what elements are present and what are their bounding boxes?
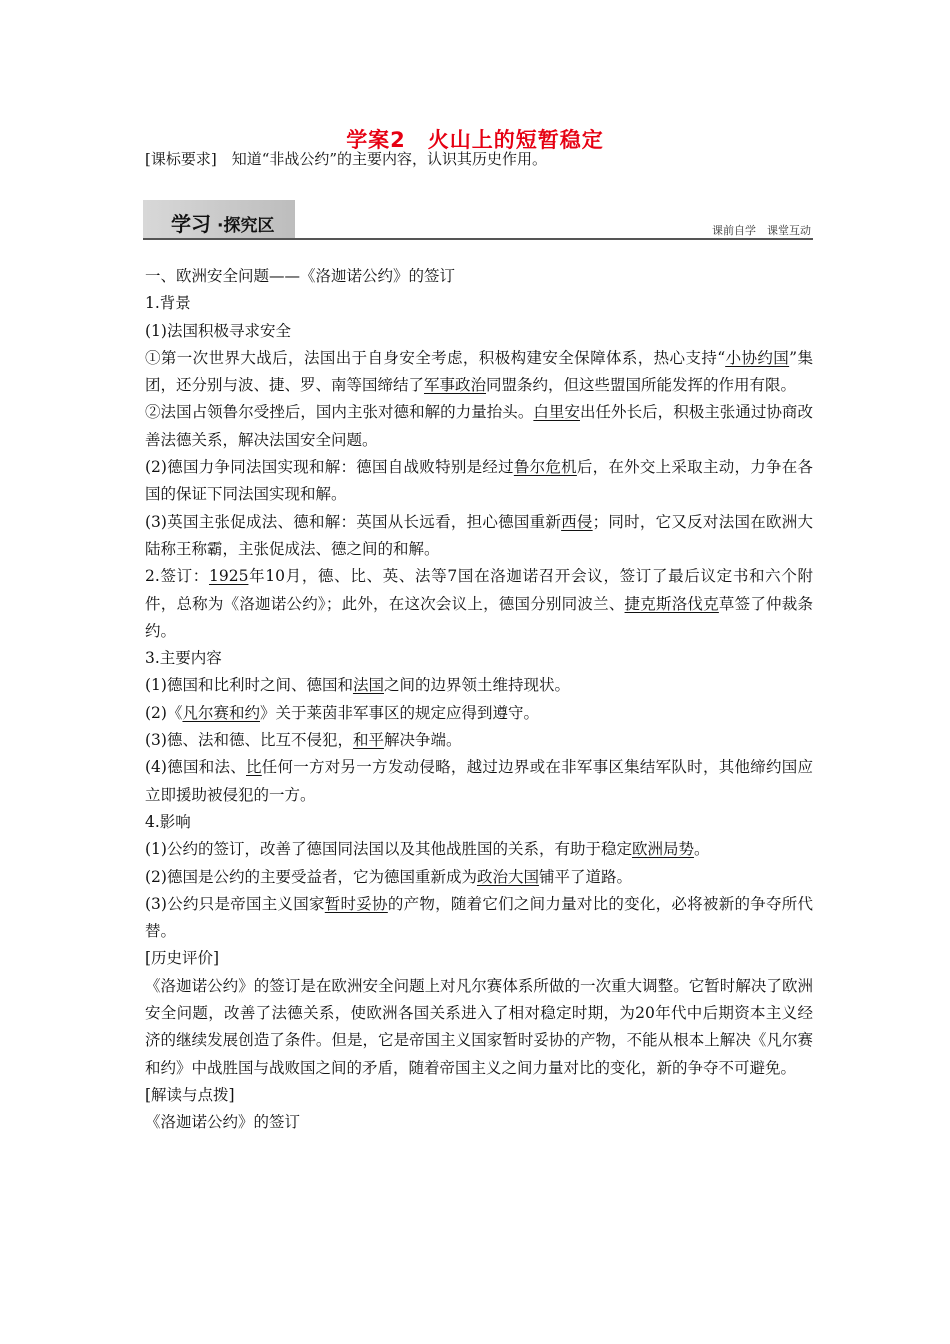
impact-heading: 4.影响 [145, 812, 191, 831]
blank-answer: 鲁尔危机 [513, 458, 577, 477]
blank-answer: 西侵 [561, 512, 593, 531]
text-run: 同盟条约，但这些盟国所能发挥的作用有限。 [486, 376, 797, 395]
content-item-1 [145, 672, 813, 699]
text-run: (3)公约只是帝国主义国家 [145, 894, 325, 913]
impact-item-1 [145, 836, 813, 863]
banner-rule [143, 238, 813, 240]
text-run: (3)英国主张促成法、德和解：英国从长远看，担心德国重新 [145, 512, 562, 531]
impact-item-2 [145, 864, 813, 891]
text-run: (3)德、法和德、比互不侵犯， [145, 731, 353, 750]
france-paragraph-1 [145, 345, 813, 400]
interpretation-heading: [解读与点拨] [145, 1085, 235, 1104]
interpretation-text: 《洛迦诺公约》的签订 [145, 1113, 301, 1132]
content-item-2 [145, 700, 813, 727]
text-run: (2)《 [145, 703, 183, 722]
banner-main-label: 学习 [171, 212, 211, 236]
blank-answer: 军事政治 [424, 376, 487, 395]
blank-answer: 比 [246, 758, 262, 777]
blank-answer: 1925 [208, 567, 249, 586]
text-run: ”集团，还分别与波、捷、罗、南等国缔结了 [145, 348, 813, 395]
text-run: 草签了仲裁条约。 [145, 594, 813, 640]
text-run: (1)德国和比利时之间、德国和 [145, 676, 353, 695]
text-run: (2)德国力争同法国实现和解：德国自战败特别是经过 [145, 458, 514, 477]
text-run: (4)德国和法、 [145, 758, 246, 777]
text-run: 铺平了道路。 [538, 867, 632, 886]
blank-answer: 捷克斯洛伐克 [624, 594, 719, 613]
text-run: 。 [693, 840, 710, 859]
text-run: 2.签订： [145, 567, 209, 586]
background-heading: 1.背景 [145, 294, 191, 313]
section-heading: 一、欧洲安全问题——《洛迦诺公约》的签订 [145, 267, 456, 285]
evaluation-heading: [历史评价] [145, 949, 220, 968]
blank-answer: 凡尔赛和约 [182, 703, 260, 722]
text-run: 任何一方对另一方发动侵略，越过边界或在非军事区集结军队时，其他缔约国应立即援助被侵犯的一方。 [145, 758, 813, 804]
blank-answer: 白里安 [533, 403, 580, 422]
blank-answer: 欧洲局势 [631, 840, 694, 859]
france-heading: (1)法国积极寻求安全 [145, 321, 291, 340]
text-run: 后，在外交上采取主动，力争在各国的保证下同法国实现和解。 [145, 458, 813, 504]
content-heading: 3.主要内容 [145, 649, 222, 668]
blank-answer: 小协约国 [725, 348, 790, 367]
signing-paragraph [145, 563, 813, 645]
text-run: 解决争端。 [383, 731, 462, 750]
text-run: (2)德国是公约的主要受益者，它为德国重新成为 [145, 867, 477, 886]
blank-answer: 法国 [352, 676, 384, 695]
course-requirement: [课标要求] 知道“非战公约”的主要内容，认识其历史作用。 [145, 150, 548, 168]
banner-sub-label: ·探究区 [217, 216, 275, 236]
content-item-4 [145, 754, 813, 809]
banner-tab [143, 200, 295, 240]
text-run: 年10月，德、比、英、法等7国在洛迦诺召开会议，签订了最后议定书和六个附件，总称为《洛迦诺公约》；此外，在这次会议上，德国分别同波兰、 [145, 567, 813, 613]
text-run: 的产物，随着它们之间力量对比的变化，必将被新的争夺所代替。 [145, 894, 813, 941]
content-item-3 [145, 727, 813, 754]
text-run: 出任外长后，积极主张通过协商改善法德关系，解决法国安全问题。 [145, 403, 813, 449]
evaluation-text: 《洛迦诺公约》的签订是在欧洲安全问题上对凡尔赛体系所做的一次重大调整。它暂时解决了欧洲安全问题，改善了法德关系，使欧洲各国关系进入了相对稳定时期，为20年代中后期资本主义经济的继续发展创造了条件。但是，它是帝国主义国家暂时妥协的产物，不能从根本上解决《凡尔赛和约》中战胜国与战败国之间的矛盾，随着帝国主义之间力量对比的变化，新的争夺不可避免。 [145, 976, 813, 1077]
page-title: 学案2 火山上的短暂稳定 [346, 128, 604, 152]
section-banner [143, 200, 813, 240]
text-run: 之间的边界领土维持现状。 [383, 676, 570, 695]
impact-item-3 [145, 891, 813, 946]
body-text [145, 263, 813, 1137]
banner-links: 课前自学 课堂互动 [712, 224, 811, 237]
text-run: (1)公约的签订，改善了德国同法国以及其他战胜国的关系，有助于稳定 [145, 840, 632, 859]
blank-answer: 和平 [352, 731, 384, 750]
blank-answer: 政治大国 [476, 867, 539, 886]
germany-paragraph [145, 454, 813, 509]
blank-answer: 暂时妥协 [324, 894, 388, 913]
britain-paragraph [145, 509, 813, 564]
text-run: ②法国占领鲁尔受挫后，国内主张对德和解的力量抬头。 [145, 403, 534, 422]
text-run: 》关于莱茵非军事区的规定应得到遵守。 [259, 703, 539, 722]
france-paragraph-2 [145, 399, 813, 454]
text-run: ①第一次世界大战后，法国出于自身安全考虑，积极构建安全保障体系，热心支持“ [145, 348, 726, 367]
text-run: ；同时，它又反对法国在欧洲大陆称王称霸，主张促成法、德之间的和解。 [145, 512, 813, 558]
